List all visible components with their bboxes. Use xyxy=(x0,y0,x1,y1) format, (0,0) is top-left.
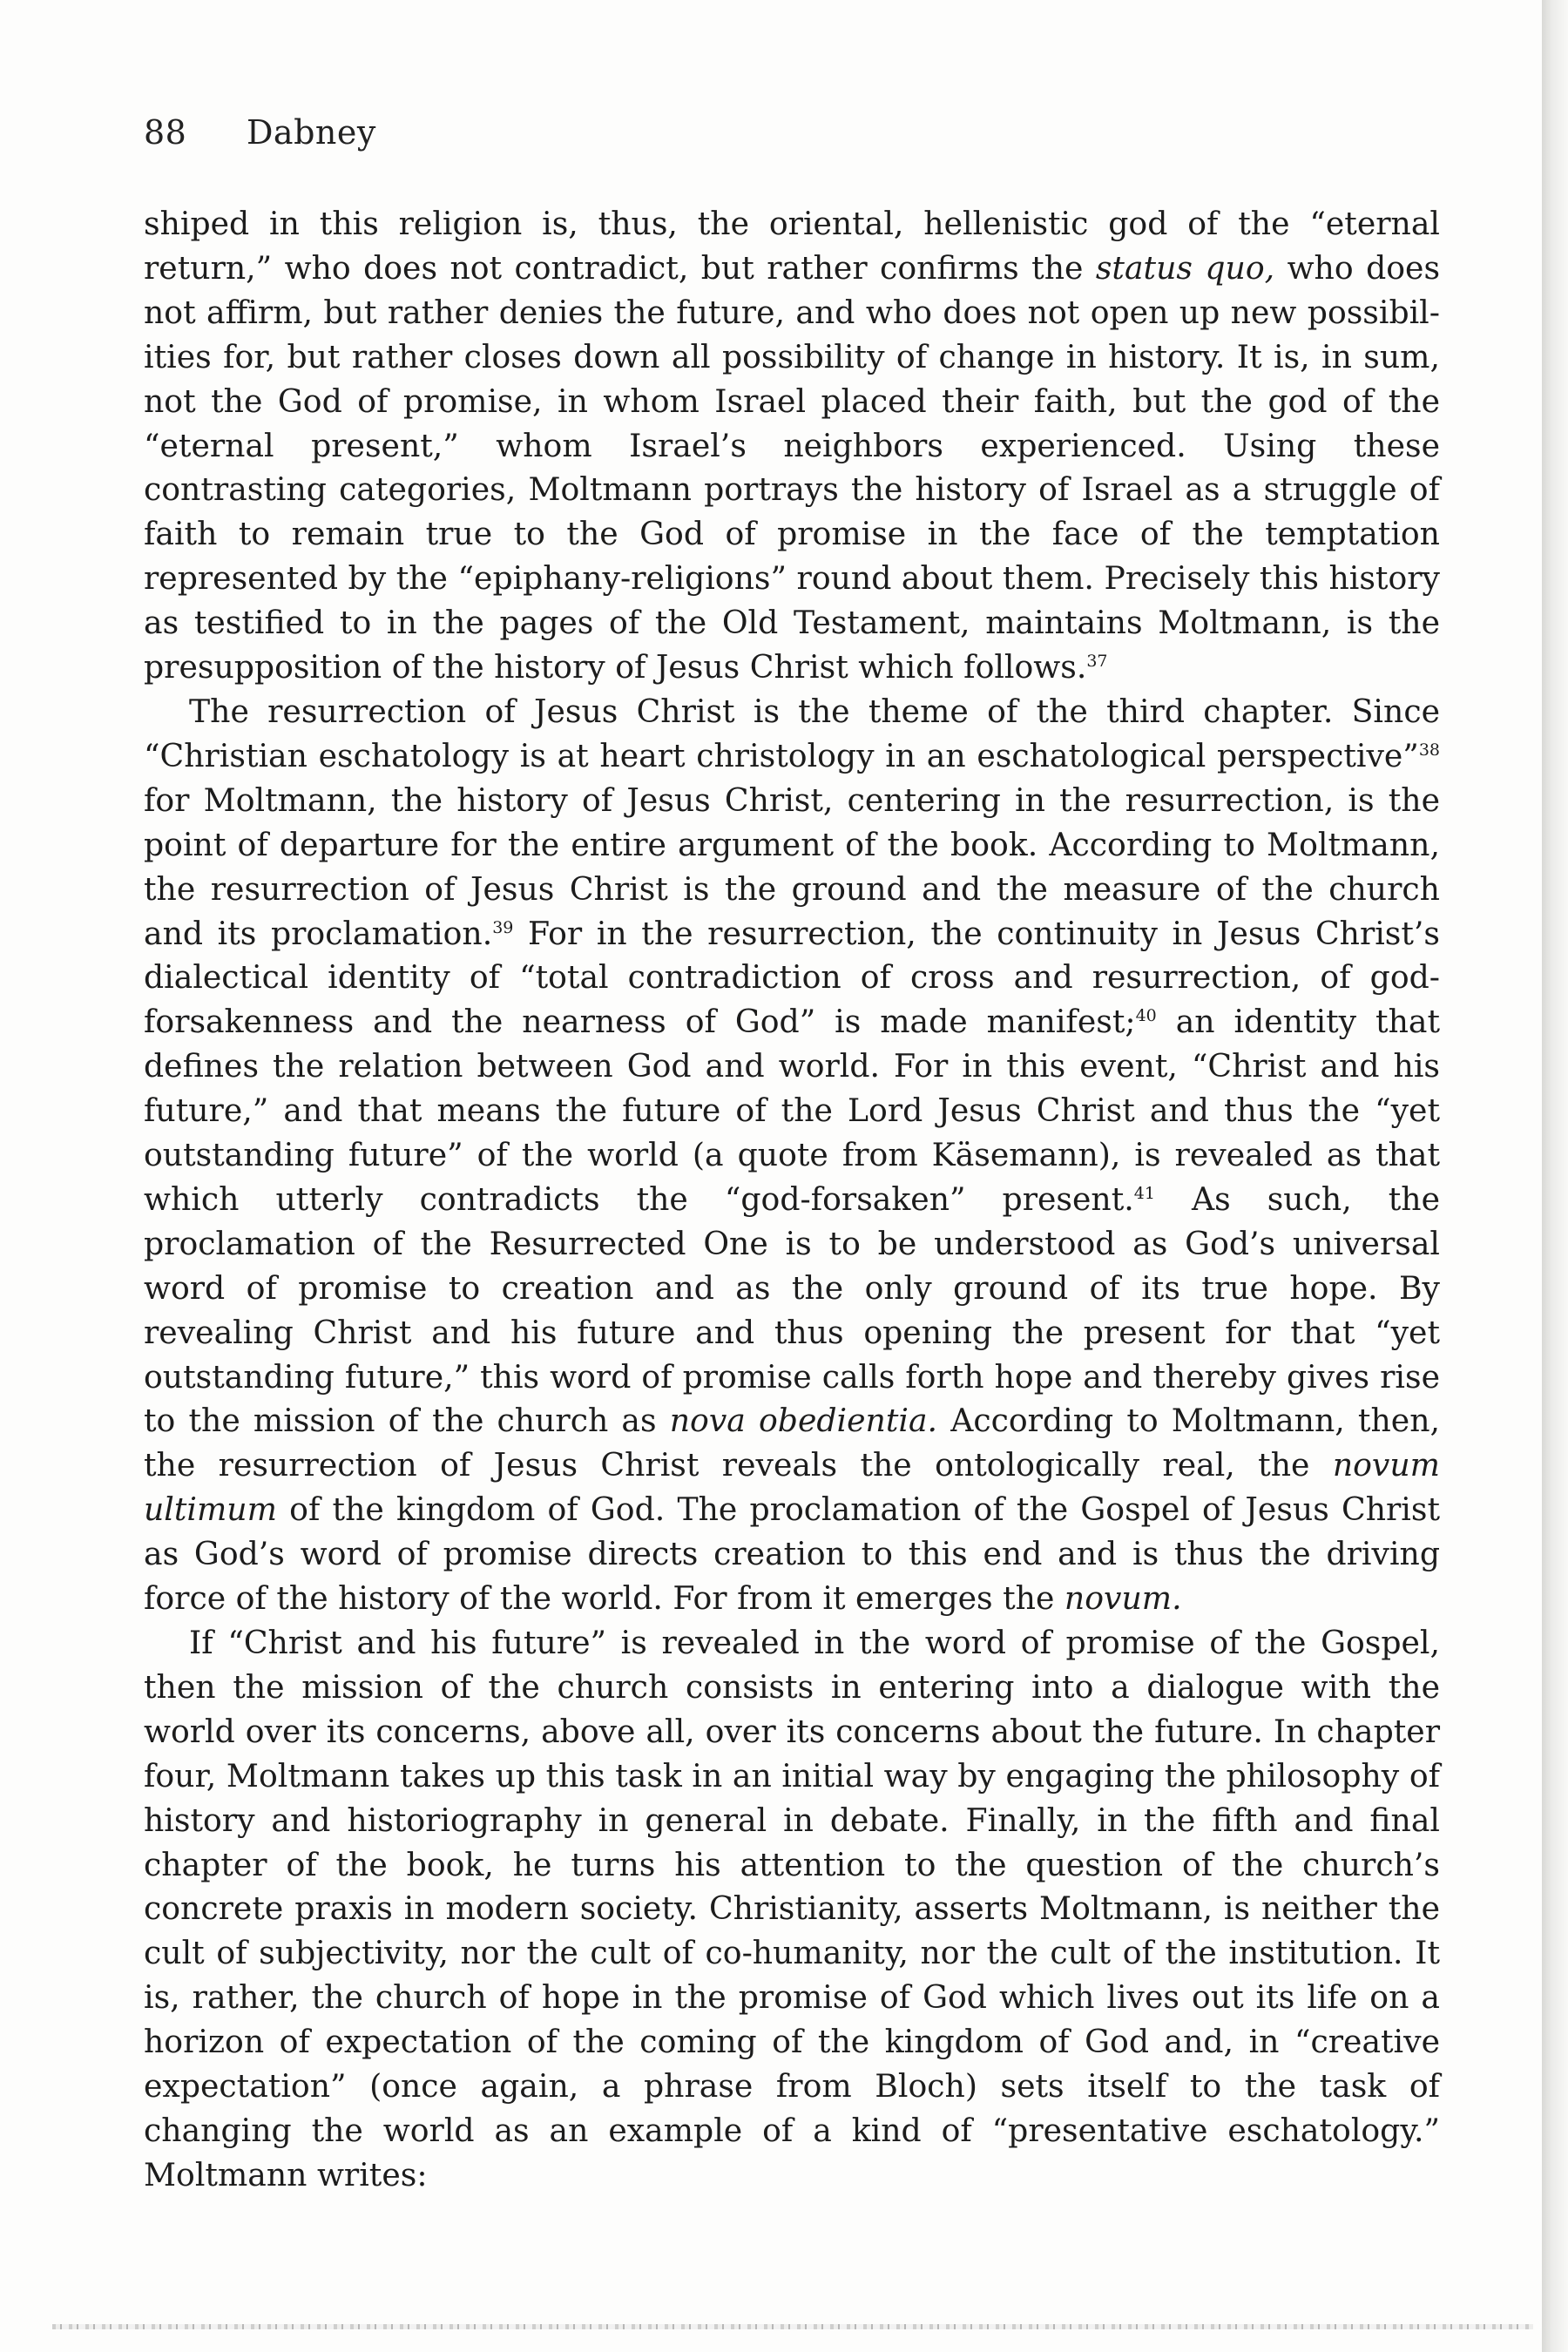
text-run: The resurrection of Jesus Christ is the theme of the third chapter. Since “Christian eschatology is at heart christology in an eschatological perspective” xyxy=(144,692,1440,774)
page-edge-shadow xyxy=(1542,0,1568,2352)
scan-artifact-line xyxy=(52,2324,1533,2329)
text-run: an identity that defines the relation between God and world. For in this event, “Christ and his future,” and that means the future of the Lord Jesus Christ and thus the “yet outstanding future” of the world (a quote from Käsemann), is revealed as that which utterly contradicts the “god-forsaken” present. xyxy=(144,1003,1441,1218)
footnote-ref: 41 xyxy=(1133,1183,1155,1203)
italic-run: novum ultimum xyxy=(144,1446,1440,1529)
footnote-ref: 39 xyxy=(492,917,514,937)
text-run: for Moltmann, the history of Jesus Christ, centering in the resurrection, is the point of departure for the entire argument of the book. According to Moltmann, the resurrection of Jesus Christ is the ground and the measure of the church and its proclamation. xyxy=(144,781,1440,952)
body-text xyxy=(144,202,1440,2198)
paragraph-3 xyxy=(144,1621,1440,2198)
text-run: For in the resurrection, the continuity in Jesus Christ’s dialectical identity of “total contradiction of cross and resurrection, of god-forsakenness and the nearness of God” is made manifest; xyxy=(144,914,1440,1041)
italic-run: status quo, xyxy=(1095,248,1275,287)
footnote-ref: 40 xyxy=(1135,1006,1157,1026)
paragraph-1 xyxy=(144,202,1440,690)
text-run: As such, the proclamation of the Resurrected One is to be understood as God’s universal word of promise to creation and as the only ground of its true hope. By revealing Christ and his future and thus opening the present for that “yet outstanding future,” this word of promise calls forth hope and thereby gives rise to the mission of the church as xyxy=(144,1179,1441,1440)
text-run: who does not affirm, but rather denies the future, and who does not open up new possibilities for, but rather closes down all possibility of change in history. It is, in sum, not the God of promise, in whom Israel placed their faith, but the god of the “eternal present,” whom Israel’s neighbors experienced. Using these contrasting categories, Moltmann portrays the history of Israel as a struggle of faith to remain true to the God of promise in the face of the temptation represented by the “epiphany-religions” round about them. Precisely this history as testified to in the pages of the Old Testament, maintains Moltmann, is the presupposition of the history of Jesus Christ which follows. xyxy=(144,248,1441,686)
text-run: If “Christ and his future” is revealed in the word of promise of the Gospel, then the mission of the church consists in entering into a dialogue with the world over its concerns, above all, over its concerns about the future. In chapter four, Moltmann takes up this task in an initial way by engaging the philosophy of history and historiography in general in debate. Finally, in the fifth and final chapter of the book, he turns his attention to the question of the church’s concrete praxis in modern society. Christianity, asserts Moltmann, is neither the cult of subjectivity, nor the cult of co-humanity, nor the cult of the institution. It is, rather, the church of hope in the promise of God which lives out its life on a horizon of expectation of the coming of the kingdom of God and, in “creative expectation” (once again, a phrase from Bloch) sets itself to the task of changing the world as an example of a kind of “presentative eschatology.” Moltmann writes: xyxy=(144,1624,1440,2193)
page-number: 88 xyxy=(144,113,187,152)
footnote-ref: 38 xyxy=(1418,740,1440,760)
text-run: shiped in this religion is, thus, the oriental, hellenistic god of the “eternal return,” who does not contradict, but rather confirms the xyxy=(144,205,1440,287)
text-run: of the kingdom of God. The proclamation of the Gospel of Jesus Christ as God’s word of promise directs creation to this end and is thus the driving force of the history of the world. For from it emerges the xyxy=(144,1490,1440,1618)
running-header xyxy=(144,113,376,152)
paragraph-2 xyxy=(144,690,1440,1621)
text-run: According to Moltmann, then, the resurrection of Jesus Christ reveals the ontologically real, the xyxy=(144,1402,1441,1484)
running-head-title: Dabney xyxy=(246,113,376,152)
footnote-ref: 37 xyxy=(1086,652,1108,671)
italic-run: nova obedientia. xyxy=(669,1402,938,1440)
italic-run: novum. xyxy=(1064,1579,1182,1618)
